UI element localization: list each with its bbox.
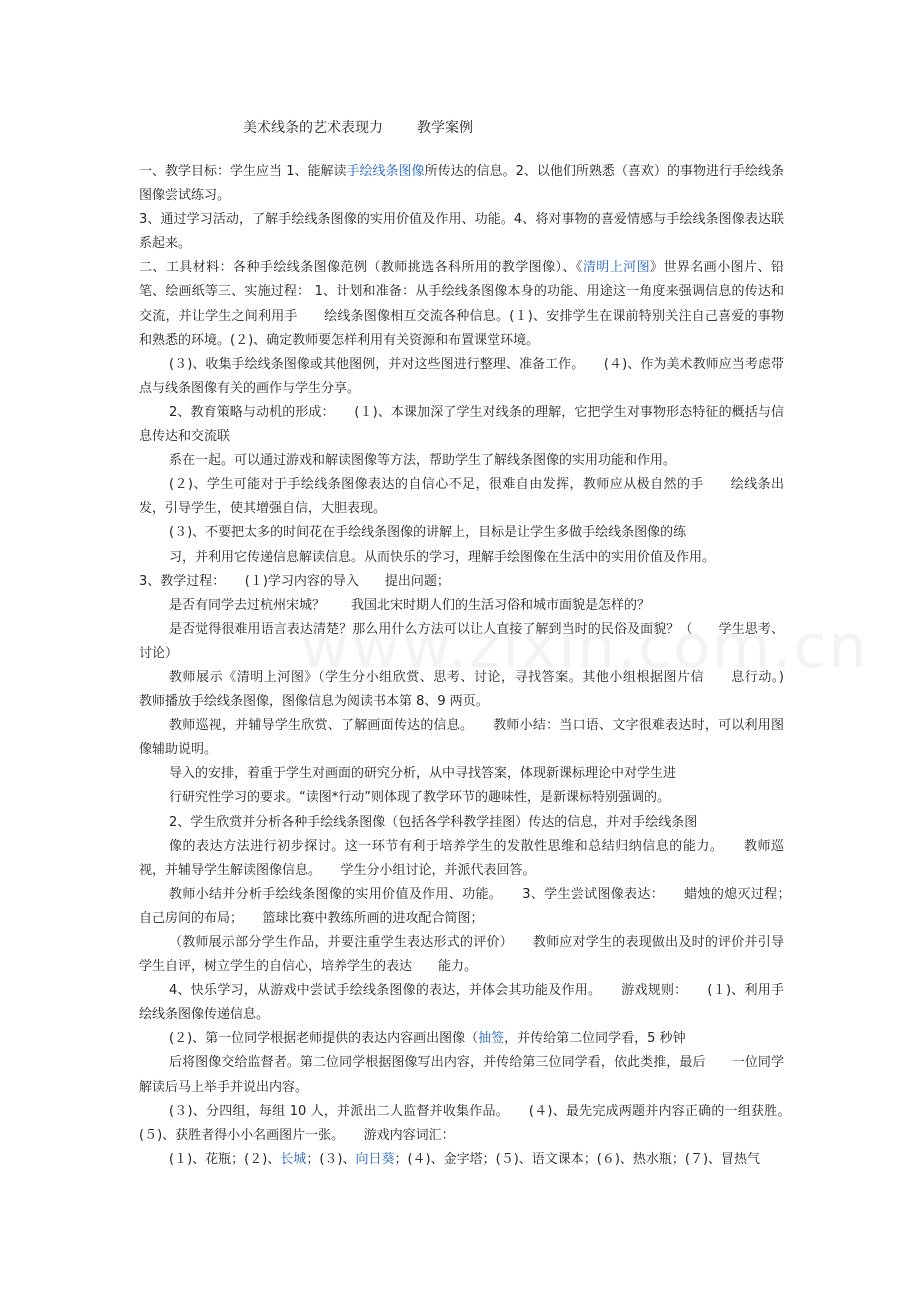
link-sunflower[interactable]: 向日葵 (355, 1151, 395, 1167)
paragraph: (３)、不要把太多的时间花在手绘线条图像的讲解上，目标是让学生多做手绘线条图像的练 (169, 525, 687, 541)
paragraph: 2、学生欣赏并分析各种手绘线条图像（包括各学科教学挂图）传达的信息，并对手绘线条图 (169, 814, 698, 830)
paragraph: 教师展示《清明上河图》（学生分小组欣赏、思考、讨论，寻找答案。其他小组根据图片信 息行动。) 教师播放手绘线条图像，图像信息为阅读书本第 8、9 两页。 (139, 669, 811, 710)
link-handdrawn-image[interactable]: 手绘线条图像 (346, 164, 425, 179)
text: ；(４)、金字塔；(５)、语文课本；(６)、热水瓶；(７)、冒热气 (394, 1151, 761, 1167)
text: 一、教学目标：学生应当 1、能解读 (139, 164, 347, 179)
paragraph: 4、快乐学习，从游戏中尝试手绘线条图像的表达，并体会其功能及作用。 游戏规则： (１)、利用手绘线条图像传递信息。 (139, 983, 784, 1023)
paragraph: (３)、收集手绘线条图像或其他图例，并对这些图进行整理、准备工作。 (４)、作为美术教师应当考虑带点与线条图像有关的画作与学生分享。 (139, 356, 784, 396)
text: (１)、花瓶；(２)、 (169, 1151, 281, 1167)
paragraph (139, 1027, 784, 1051)
paragraph: (２)、学生可能对于手绘线条图像表达的自信心不足，很难自由发挥，教师应从极自然的手 绘线条出发，引导学生，使其增强自信，大胆表现。 (139, 477, 784, 517)
paragraph-objectives (139, 160, 784, 208)
paragraph: 像的表达方法进行初步探讨。这一环节有利于培养学生的发散性思维和总结归纳信息的能力。 教师巡视，并辅导学生解读图像信息。 学生分小组讨论，并派代表回答。 (139, 838, 784, 878)
paragraph: 习，并利用它传递信息解读信息。从而快乐的学习，理解手绘图像在生活中的实用价值及作用。 (169, 549, 716, 565)
paragraph: 2、教育策略与动机的形成： (１)、本课加深了学生对线条的理解，它把学生对事物形态特征的概括与信息传达和交流联 (139, 404, 784, 445)
text: (２)、第一位同学根据老师提供的表达内容画出图像（ (169, 1031, 479, 1047)
text: 所传达的信息。2、以他们所熟悉（喜欢）的事物进行手绘线条图像尝试练习。 (139, 164, 784, 204)
title-sub: 教学案例 (417, 120, 473, 136)
link-lot[interactable]: 抽签 (478, 1031, 505, 1047)
paragraph: 后将图像交给监督者。第二位同学根据图像写出内容，并传给第三位同学看，依此类推，最后 一位同学解读后马上举手并说出内容。 (139, 1055, 784, 1095)
document-body (139, 160, 811, 1172)
title-main: 美术线条的艺术表现力 (243, 120, 383, 136)
paragraph: 是否觉得很难用语言表达清楚？那么用什么方法可以让人直接了解到当时的民俗及面貌？（ 学生思考、讨论） (139, 621, 784, 661)
text: 二、工具材料：各种手绘线条图像范例（教师挑选各科所用的教学图像）、《 (139, 260, 583, 276)
link-qingming[interactable]: 清明上河图 (582, 260, 651, 276)
paragraph: 系在一起。可以通过游戏和解读图像等方法，帮助学生了解线条图像的实用功能和作用。 (169, 453, 677, 469)
link-greatwall[interactable]: 长城 (280, 1151, 307, 1167)
text: ；(３)、 (306, 1151, 356, 1167)
text: ，并传给第二位同学看，5 秒钟 (504, 1031, 686, 1047)
paragraph: 教师巡视，并辅导学生欣赏、了解画面传达的信息。 教师小结：当口语、文字很难表达时，可以利用图像辅助说明。 (139, 718, 784, 758)
paragraph: 3、教学过程： (１)学习内容的导入 提出问题； (139, 573, 450, 589)
paragraph: 行研究性学习的要求。“读图*行动”则体现了教学环节的趣味性，是新课标特别强调的。 (169, 790, 670, 806)
paragraph: 是否有同学去过杭州宋城？ 我国北宋时期人们的生活习俗和城市面貌是怎样的？ (169, 597, 651, 613)
paragraph: 导入的安排，着重于学生对画面的研究分析，从中寻找答案，体现新课标理论中对学生进 (169, 766, 677, 782)
paragraph-materials (139, 256, 784, 352)
paragraph: 教师小结并分析手绘线条图像的实用价值及作用、功能。 3、学生尝试图像表达： 蜡烛的熄灭过程； 自己房间的布局； 篮球比赛中教练所画的进攻配合简图； (139, 886, 811, 926)
paragraph: (３)、分四组，每组 10 人，并派出二人监督并收集作品。 (４)、最先完成两题并内容正确的一组获胜。 (５)、获胜者得小小名画图片一张。 游戏内容词汇： (139, 1103, 811, 1143)
text: 》世界名画小图片、铅笔、绘画纸等三、实施过程： 1、计划和准备：从手绘线条图像本身的功能、用途这一角度来强调信息的传达和交流，并让学生之间利用手 绘线条图像相互交流各种信息。(１)、安排学生在课前特别关注自己喜爱的事物和熟悉的环境。(２)、确定教师要怎样利用有关资源和布置课堂环境。 (139, 260, 784, 348)
page-title (243, 117, 473, 137)
paragraph (139, 1148, 784, 1172)
paragraph: （教师展示部分学生作品，并要注重学生表达形式的评价） 教师应对学生的表现做出及时的评价并引导学生自评，树立学生的自信心，培养学生的表达 能力。 (139, 935, 784, 975)
paragraph-objectives-2: 3、通过学习活动，了解手绘线条图像的实用价值及作用、功能。4、将对事物的喜爱情感与手绘线条图像表达联系起来。 (139, 212, 784, 252)
